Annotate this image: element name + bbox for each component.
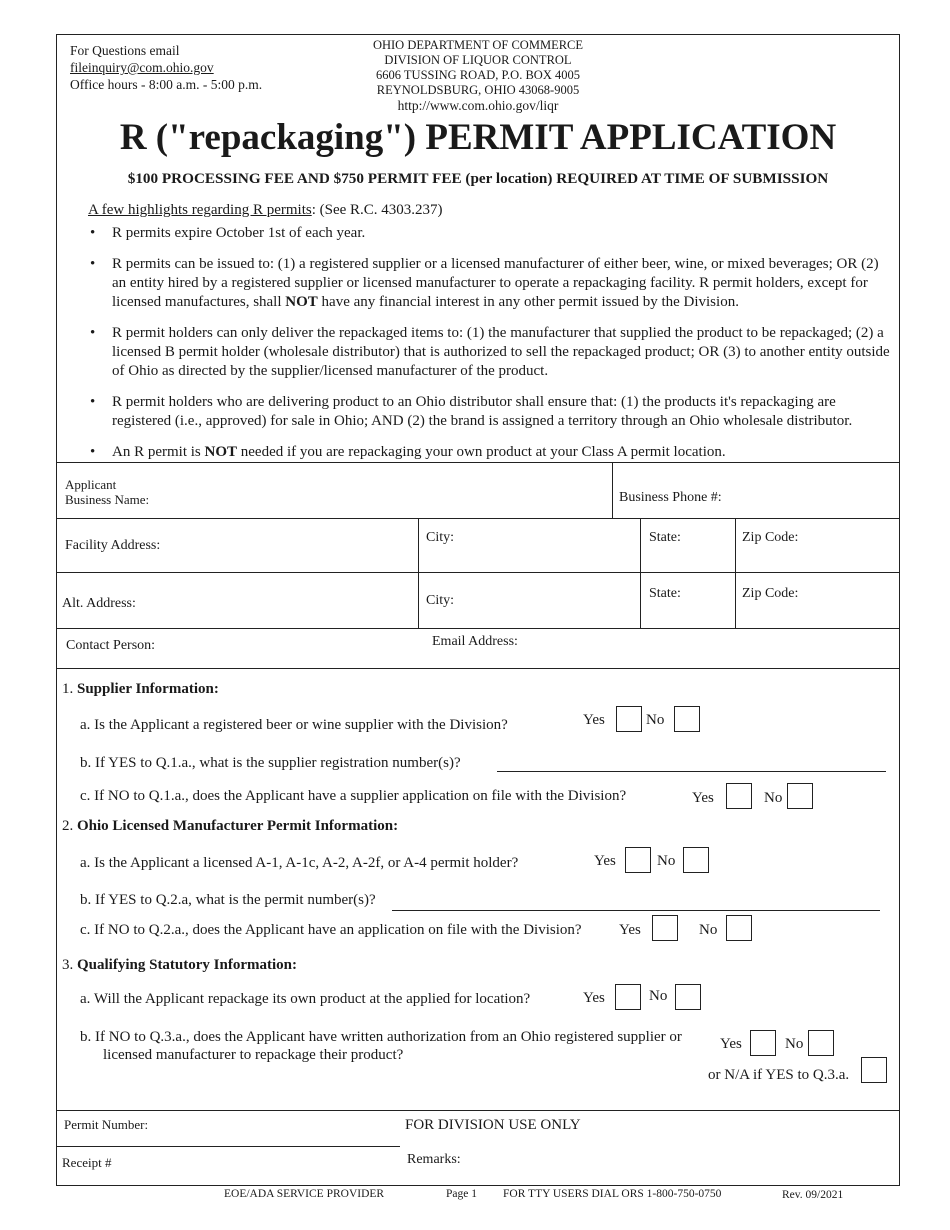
tty-notice: FOR TTY USERS DIAL ORS 1-800-750-0750 bbox=[503, 1188, 722, 1200]
facility-address-field[interactable]: Facility Address: bbox=[65, 538, 161, 553]
facility-state-field[interactable]: State: bbox=[649, 530, 681, 545]
list-item bbox=[88, 324, 894, 381]
city-address: REYNOLDSBURG, OHIO 43068-9005 bbox=[376, 83, 580, 97]
facility-city-field[interactable]: City: bbox=[426, 530, 455, 545]
divider bbox=[56, 1110, 900, 1111]
section-number: 1. bbox=[62, 681, 77, 697]
no-label: No bbox=[646, 712, 665, 728]
q2c-no-checkbox[interactable] bbox=[726, 915, 752, 941]
divider bbox=[418, 518, 419, 628]
bullet-text: R permits expire October 1st of each year. bbox=[112, 225, 366, 241]
department-address bbox=[338, 38, 618, 113]
field-label: Applicant bbox=[65, 477, 117, 492]
q3b-na-label: or N/A if YES to Q.3.a. bbox=[708, 1067, 850, 1083]
q1a-yes-checkbox[interactable] bbox=[616, 706, 642, 732]
question-1a: a. Is the Applicant a registered beer or wine supplier with the Division? bbox=[80, 717, 508, 733]
alt-state-field[interactable]: State: bbox=[649, 586, 681, 601]
bullet-text: needed if you are repackaging your own product at your Class A permit location. bbox=[237, 444, 726, 460]
receipt-field[interactable]: Receipt # bbox=[62, 1155, 112, 1170]
alt-city-field[interactable]: City: bbox=[426, 593, 455, 608]
q1b-answer-line[interactable] bbox=[497, 771, 886, 772]
emphasis-text: NOT bbox=[204, 444, 238, 460]
section-heading bbox=[62, 818, 398, 835]
department-url[interactable]: http://www.com.ohio.gov/liqr bbox=[397, 98, 559, 113]
q1a-no-checkbox[interactable] bbox=[674, 706, 700, 732]
q2a-yes-checkbox[interactable] bbox=[625, 847, 651, 873]
bullet-text: have any financial interest in any other permit issued by the Division. bbox=[317, 294, 739, 310]
eoe-notice: EOE/ADA SERVICE PROVIDER bbox=[224, 1188, 385, 1200]
revision-date: Rev. 09/2021 bbox=[782, 1189, 844, 1201]
no-label: No bbox=[649, 988, 668, 1004]
yes-label: Yes bbox=[692, 790, 714, 806]
contact-person-field[interactable]: Contact Person: bbox=[66, 638, 156, 653]
q2b-answer-line[interactable] bbox=[392, 910, 880, 911]
highlights-list bbox=[88, 224, 894, 462]
q3a-no-checkbox[interactable] bbox=[675, 984, 701, 1010]
divider bbox=[735, 518, 736, 628]
alt-zip-field[interactable]: Zip Code: bbox=[742, 586, 799, 601]
field-label: Business Name: bbox=[65, 492, 150, 507]
department-name: OHIO DEPARTMENT OF COMMERCE bbox=[372, 38, 584, 52]
divider bbox=[56, 668, 900, 669]
divider bbox=[56, 518, 900, 519]
alt-address-field[interactable]: Alt. Address: bbox=[62, 596, 136, 611]
bullet-text: R permit holders can only deliver the repackaged items to: (1) the manufacturer that supplied the product to be repackaged; (2) a licensed B permit holder (wholesale distributor) that is authorized to sell the repackaged product; OR (3) to another entity outside of Ohio as directed by the supplier/licensed manufacturer of the product. bbox=[112, 325, 890, 379]
form-title: R ("repackaging") PERMIT APPLICATION bbox=[119, 117, 837, 158]
business-phone-field[interactable]: Business Phone #: bbox=[619, 490, 722, 505]
division-use-only-label: FOR DIVISION USE ONLY bbox=[405, 1117, 581, 1133]
highlights-title: A few highlights regarding R permits bbox=[88, 202, 312, 218]
section-title: Ohio Licensed Manufacturer Permit Information: bbox=[77, 818, 399, 834]
question-3b-continued: licensed manufacturer to repackage their product? bbox=[103, 1047, 404, 1063]
yes-label: Yes bbox=[720, 1036, 742, 1052]
q3b-na-checkbox[interactable] bbox=[861, 1057, 887, 1083]
yes-label: Yes bbox=[583, 990, 605, 1006]
bullet-text: R permit holders who are delivering product to an Ohio distributor shall ensure that: (1) the products it's repackaging are registered (i.e., approved) for sale in Ohio; AND (2) the brand is assigned a territory through an Ohio wholesale distributor. bbox=[112, 394, 853, 429]
bullet-text: R permits can be issued to: (1) a registered supplier or a licensed manufacturer of either beer, wine, or mixed beverages; OR (2) an entity hired by a registered supplier or licensed manufacturer to operate a repackaging facility. R permit holders, except for licensed manufactures, shall bbox=[112, 256, 879, 310]
permit-number-field[interactable]: Permit Number: bbox=[64, 1117, 149, 1132]
section-number: 2. bbox=[62, 818, 77, 834]
yes-label: Yes bbox=[583, 712, 605, 728]
divider bbox=[56, 628, 900, 629]
section-title: Supplier Information: bbox=[77, 681, 219, 697]
list-item bbox=[88, 224, 894, 243]
list-item bbox=[88, 443, 894, 462]
bullet-text: An R permit is bbox=[112, 444, 205, 460]
question-1c: c. If NO to Q.1.a., does the Applicant have a supplier application on file with the Division? bbox=[80, 788, 627, 804]
q3a-yes-checkbox[interactable] bbox=[615, 984, 641, 1010]
division-name: DIVISION OF LIQUOR CONTROL bbox=[384, 53, 572, 67]
divider bbox=[56, 1146, 400, 1147]
q3b-yes-checkbox[interactable] bbox=[750, 1030, 776, 1056]
section-heading bbox=[62, 957, 297, 974]
list-item bbox=[88, 393, 894, 431]
office-hours: Office hours - 8:00 a.m. - 5:00 p.m. bbox=[70, 77, 263, 92]
facility-zip-field[interactable]: Zip Code: bbox=[742, 530, 799, 545]
list-item bbox=[88, 255, 894, 312]
no-label: No bbox=[785, 1036, 804, 1052]
section-heading bbox=[62, 681, 219, 698]
contact-block bbox=[70, 42, 262, 93]
question-3a: a. Will the Applicant repackage its own product at the applied for location? bbox=[80, 991, 531, 1007]
divider bbox=[640, 518, 641, 628]
question-2b: b. If YES to Q.2.a, what is the permit number(s)? bbox=[80, 892, 376, 908]
fee-notice: $100 PROCESSING FEE AND $750 PERMIT FEE (per location) REQUIRED AT TIME OF SUBMISSION bbox=[127, 170, 829, 187]
contact-line: For Questions email bbox=[70, 43, 180, 58]
street-address: 6606 TUSSING ROAD, P.O. BOX 4005 bbox=[376, 68, 580, 82]
question-2a: a. Is the Applicant a licensed A-1, A-1c, A-2, A-2f, or A-4 permit holder? bbox=[80, 855, 519, 871]
section-number: 3. bbox=[62, 957, 77, 973]
emphasis-text: NOT bbox=[285, 294, 318, 310]
yes-label: Yes bbox=[619, 922, 641, 938]
question-3b: b. If NO to Q.3.a., does the Applicant have written authorization from an Ohio registered supplier or bbox=[80, 1029, 682, 1045]
q1c-yes-checkbox[interactable] bbox=[726, 783, 752, 809]
q3b-no-checkbox[interactable] bbox=[808, 1030, 834, 1056]
divider bbox=[56, 572, 900, 573]
no-label: No bbox=[764, 790, 783, 806]
q1c-no-checkbox[interactable] bbox=[787, 783, 813, 809]
statute-reference: : (See R.C. 4303.237) bbox=[311, 202, 443, 218]
no-label: No bbox=[699, 922, 718, 938]
no-label: No bbox=[657, 853, 676, 869]
q2c-yes-checkbox[interactable] bbox=[652, 915, 678, 941]
question-1b: b. If YES to Q.1.a., what is the supplier registration number(s)? bbox=[80, 755, 461, 771]
applicant-business-name-field[interactable] bbox=[65, 477, 149, 507]
divider bbox=[612, 462, 613, 518]
q2a-no-checkbox[interactable] bbox=[683, 847, 709, 873]
section-title: Qualifying Statutory Information: bbox=[77, 957, 298, 973]
email-address-field[interactable]: Email Address: bbox=[432, 634, 518, 649]
page-number: Page 1 bbox=[446, 1188, 477, 1200]
highlights-heading bbox=[88, 202, 443, 219]
question-2c: c. If NO to Q.2.a., does the Applicant have an application on file with the Division? bbox=[80, 922, 582, 938]
divider bbox=[56, 462, 900, 463]
yes-label: Yes bbox=[594, 853, 616, 869]
contact-email-link[interactable]: fileinquiry@com.ohio.gov bbox=[70, 60, 214, 75]
remarks-field[interactable]: Remarks: bbox=[407, 1152, 461, 1167]
